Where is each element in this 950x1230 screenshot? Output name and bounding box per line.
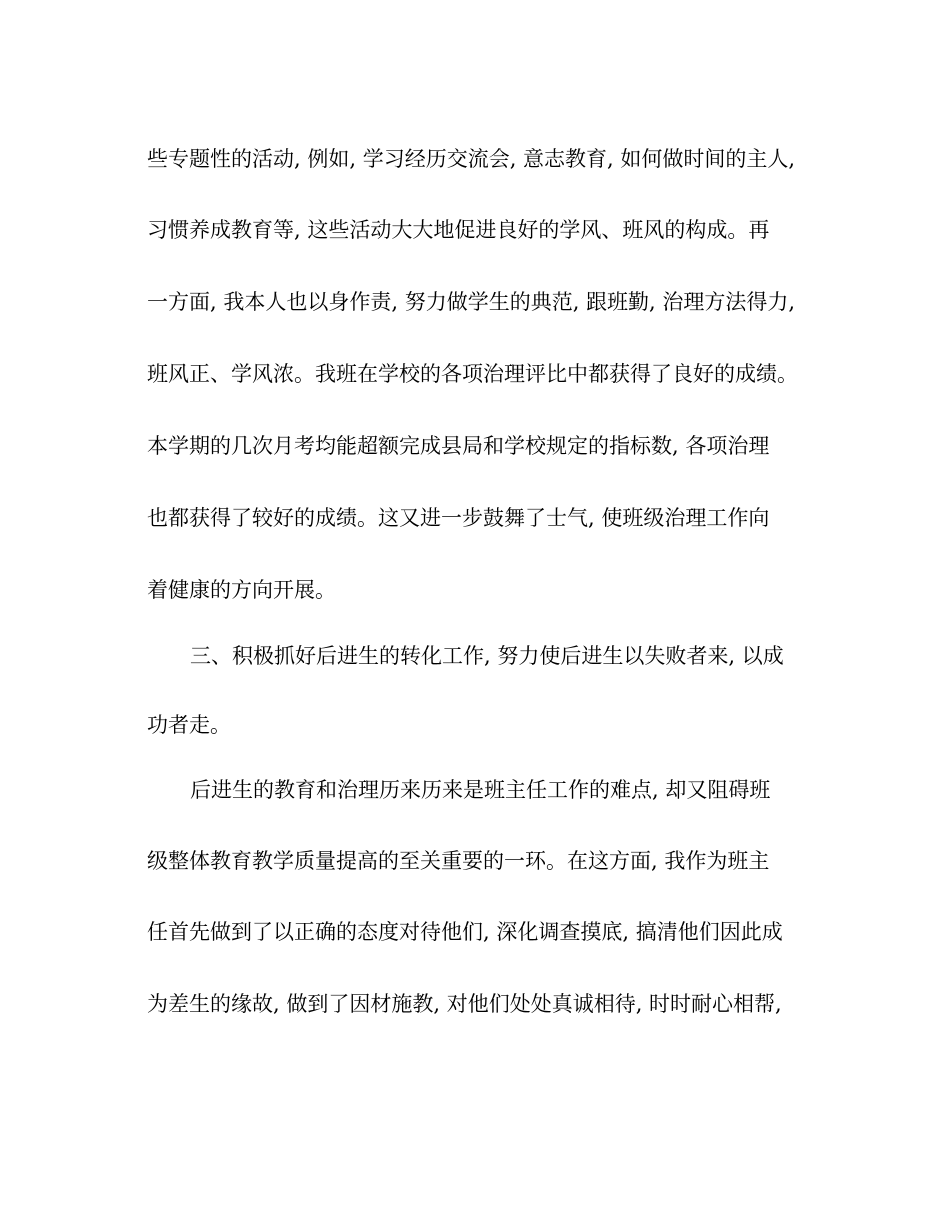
text-line-4: 班风正、学风浓。我班在学校的各项治理评比中都获得了良好的成绩。 [147,362,798,386]
text-line-13: 为差生的缘故, 做到了因材施教, 对他们处处真诚相待, 时时耐心相帮, [147,992,782,1016]
text-line-3: 一方面, 我本人也以身作责, 努力做学生的典范, 跟班勤, 治理方法得力, [147,290,796,314]
text-line-2: 习惯养成教育等, 这些活动大大地促进良好的学风、班风的构成。再 [147,218,770,242]
text-line-7: 着健康的方向开展。 [147,578,336,602]
text-line-1: 些专题性的活动, 例如, 学习经历交流会, 意志教育, 如何做时间的主人, [147,147,796,171]
text-line-6: 也都获得了较好的成绩。这又进一步鼓舞了士气, 使班级治理工作向 [147,506,770,530]
text-line-5: 本学期的几次月考均能超额完成县局和学校规定的指标数, 各项治理 [147,434,770,458]
text-line-9: 功者走。 [147,713,231,737]
text-line-11: 级整体教育教学质量提高的至关重要的一环。在这方面, 我作为班主 [147,849,770,873]
paragraph-start-line: 后进生的教育和治理历来历来是班主任工作的难点, 却又阻碍班 [190,778,771,802]
text-line-12: 任首先做到了以正确的态度对待他们, 深化调查摸底, 搞清他们因此成 [147,920,783,944]
section-heading-three: 三、积极抓好后进生的转化工作, 努力使后进生以失败者来, 以成 [190,644,784,668]
